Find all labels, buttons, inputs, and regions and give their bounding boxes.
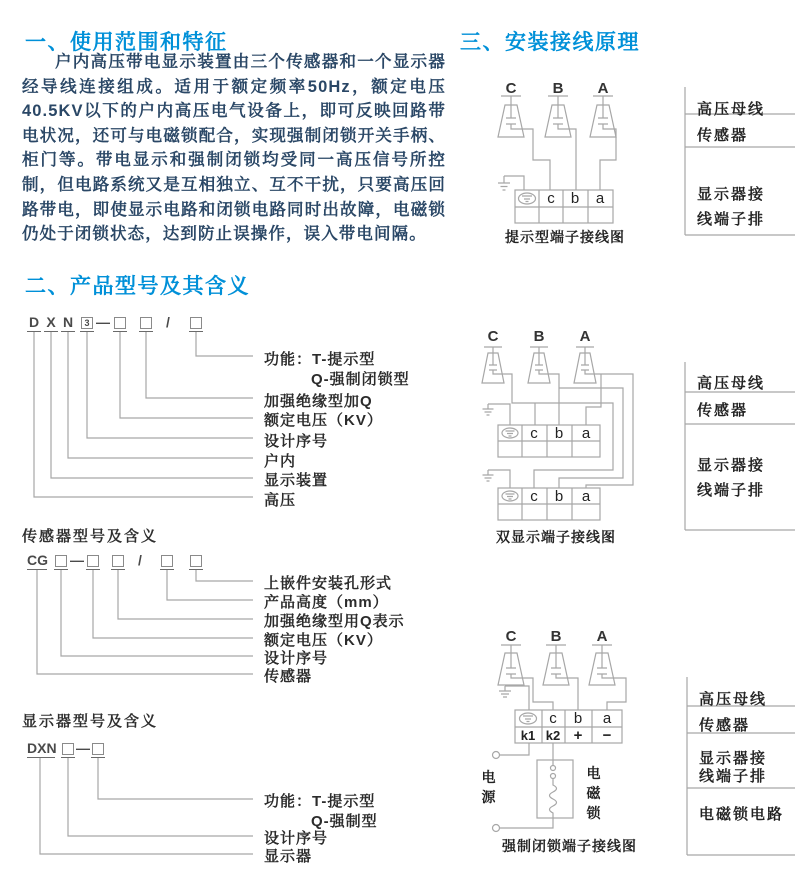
d3-side-terminal-strip-1: 显示器接 <box>699 750 768 767</box>
d2-side-terminal-strip-2: 线端子排 <box>697 482 766 499</box>
d3-side-sensor: 传感器 <box>699 717 751 734</box>
d1-side-terminal-strip-1: 显示器接 <box>697 186 766 203</box>
dxn-label-high-voltage: 高压 <box>264 492 297 509</box>
cg-section-title: 传感器型号及含义 <box>22 528 159 545</box>
cg-label-mount-hole: 上嵌件安装孔形式 <box>264 575 393 592</box>
model-dxn2-box-1 <box>61 740 75 758</box>
d1-terminal-c: c <box>547 190 555 207</box>
dxn2-label-design-no: 设计序号 <box>264 830 329 847</box>
cg-label-insulation: 加强绝缘型用Q表示 <box>264 613 405 630</box>
section3-title: 三、安装接线原理 <box>460 31 640 54</box>
dxn-label-display-device: 显示装置 <box>264 472 329 489</box>
cg-label-sensor: 传感器 <box>264 668 313 685</box>
dxn-label-function-2: Q-强制闭锁型 <box>311 371 410 388</box>
model-dxn-dash: — <box>96 314 110 330</box>
model-cg-box-5 <box>189 552 203 570</box>
d2-side-terminal-strip-1: 显示器接 <box>697 457 766 474</box>
d1-phase-b: B <box>552 80 564 97</box>
d1-terminal-a: a <box>595 190 605 207</box>
d3-terminal-a: a <box>602 710 612 727</box>
d3-lock-label: 电磁锁 <box>586 765 601 821</box>
diagram3-wires <box>499 674 626 710</box>
dxn-label-design-no: 设计序号 <box>264 433 329 450</box>
model-dxn2-prefix: DXN <box>27 740 57 756</box>
d2-side-sensor: 传感器 <box>697 402 749 419</box>
d3-phase-a: A <box>596 628 608 645</box>
d2-block2-terminal-c: c <box>530 488 538 505</box>
model-dxn-letter-d: D <box>28 314 40 330</box>
d3-side-terminal-strip-2: 线端子排 <box>699 768 768 785</box>
d3-terminal-k2: k2 <box>545 728 561 743</box>
d2-block2-terminal-a: a <box>581 488 591 505</box>
d3-side-lock-circuit: 电磁锁电路 <box>699 806 785 823</box>
model-dxn-box-2 <box>139 314 153 332</box>
model-cg-dash: — <box>70 552 84 568</box>
d3-terminal-minus: − <box>602 727 612 744</box>
diagram2-sensors <box>482 347 596 383</box>
model-dxn-seq-box: 3 <box>80 314 94 332</box>
d3-caption: 强制闭锁端子接线图 <box>502 838 637 854</box>
model-cg-box-1 <box>54 552 68 570</box>
d3-terminal-b: b <box>573 710 583 727</box>
d1-terminal-b: b <box>570 190 580 207</box>
d1-side-terminal-strip-2: 线端子排 <box>697 211 766 228</box>
dxn-label-insulation: 加强绝缘型加Q <box>264 393 373 410</box>
d3-terminal-k1: k1 <box>520 728 536 743</box>
model-dxn-letter-x: X <box>44 314 58 332</box>
d2-block2-terminal-b: b <box>554 488 564 505</box>
dxn-label-voltage: 额定电压（KV） <box>264 412 383 429</box>
d3-terminal-c: c <box>549 710 557 727</box>
d2-block1-terminal-c: c <box>530 425 538 442</box>
d3-terminal-plus: + <box>573 727 583 744</box>
d3-phase-b: B <box>550 628 562 645</box>
diagram3-lock-circuit <box>493 743 574 832</box>
model-cg-box-3 <box>111 552 125 570</box>
diagram1-sensors <box>498 96 616 137</box>
model-tree-lines-dxn <box>34 331 253 497</box>
dxn2-label-function: 功能：T-提示型 <box>264 793 376 810</box>
d2-block1-terminal-b: b <box>554 425 564 442</box>
d2-side-busbar: 高压母线 <box>697 375 766 392</box>
cg-label-height: 产品高度（mm） <box>264 594 389 611</box>
d1-phase-a: A <box>597 80 609 97</box>
dxn2-label-display: 显示器 <box>264 848 313 865</box>
d2-phase-b: B <box>533 328 545 345</box>
model-dxn-slash: / <box>166 314 170 330</box>
d3-power-label: 电源 <box>481 769 496 805</box>
d2-phase-c: C <box>487 328 499 345</box>
d1-phase-c: C <box>505 80 517 97</box>
dxn2-label-function-2: Q-强制型 <box>311 813 378 830</box>
d3-side-busbar: 高压母线 <box>699 691 768 708</box>
model-tree-lines-cg <box>37 569 253 674</box>
model-dxn-box-1 <box>113 314 127 332</box>
dxn2-section-title: 显示器型号及含义 <box>22 713 159 730</box>
d2-block1-terminal-a: a <box>581 425 591 442</box>
d1-side-sensor: 传感器 <box>697 127 749 144</box>
dxn-label-indoor: 户内 <box>264 453 297 470</box>
model-dxn2-box-2 <box>91 740 105 758</box>
d1-caption: 提示型端子接线图 <box>505 229 625 245</box>
model-tree-lines-dxn2 <box>40 758 253 854</box>
section2-title: 二、产品型号及其含义 <box>25 275 250 298</box>
d2-caption: 双显示端子接线图 <box>496 529 616 545</box>
diagram1-wires <box>498 124 616 190</box>
diagram3-sensors <box>498 645 615 685</box>
section1-title: 一、使用范围和特征 <box>25 31 228 54</box>
model-dxn2-dash: — <box>76 740 90 756</box>
d3-phase-c: C <box>505 628 517 645</box>
model-cg-slash: / <box>138 552 142 568</box>
cg-label-design-no: 设计序号 <box>264 650 329 667</box>
section1-body: 户内高压带电显示装置由三个传感器和一个显示器经导线连接组成。适用于额定频率50Hz，额定电压40.5KV以下的户内高压电气设备上，即可反映回路带电状况，还可与电磁锁配合，实现强制闭锁开关手柄、柜门等。带电显示和强制闭锁均受同一高压信号所控制，但电路系统又是互相独立、互不干扰，只要高压回路带电，即使显示电路和闭锁电路同时出故障，电磁锁仍处于闭锁状态，达到防止误操作，误入带电间隔。 <box>22 53 446 244</box>
model-dxn-letter-n: N <box>62 314 74 330</box>
d2-phase-a: A <box>579 328 591 345</box>
model-dxn-box-3 <box>189 314 203 332</box>
model-cg-prefix: CG <box>27 552 48 568</box>
dxn-label-function: 功能：T-提示型 <box>264 351 376 368</box>
model-cg-box-2 <box>86 552 100 570</box>
cg-label-voltage: 额定电压（KV） <box>264 632 383 649</box>
model-cg-box-4 <box>160 552 174 570</box>
d1-side-busbar: 高压母线 <box>697 101 766 118</box>
